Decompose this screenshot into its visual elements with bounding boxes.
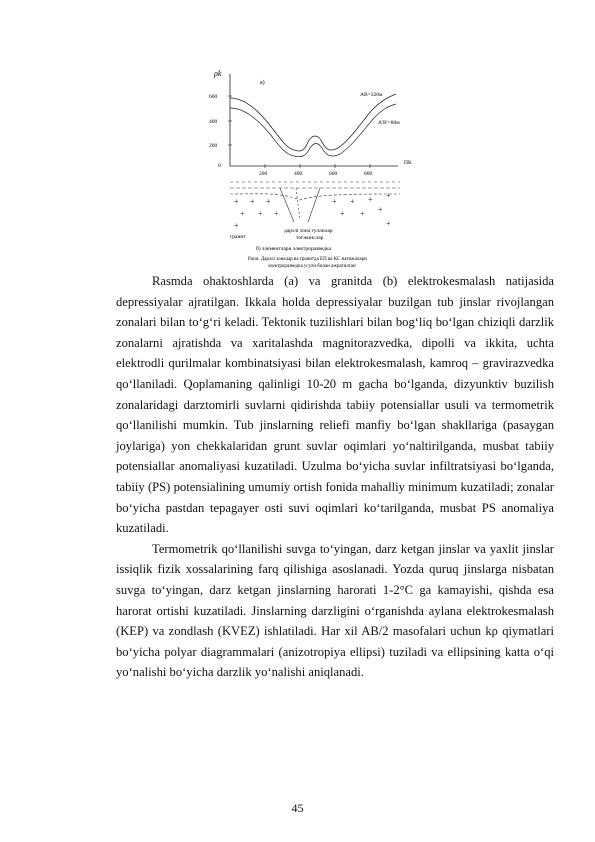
svg-text:+: + bbox=[240, 209, 245, 218]
svg-text:+: + bbox=[234, 197, 239, 206]
svg-text:+: + bbox=[386, 219, 391, 228]
svg-text:+: + bbox=[250, 197, 255, 206]
x-tick-800: 800 bbox=[364, 171, 373, 177]
svg-text:+: + bbox=[258, 209, 263, 218]
svg-text:+: + bbox=[386, 191, 391, 200]
paragraph-1-text: Rasmda ohaktoshlarda (a) va granitda (b) elektrokesmalash natijasida depressiyalar ajratilgan. Ikkala holda depressiyalar buzilgan tub jinslar rivojlangan zonalari bilan to‘g‘ri keladi. Tektonik tuzilishlari bilan bog‘liq bo‘lgan chiziqli darzlik zonalarni ajratishda va xaritalashda magnitorazvedka, dipolli va ikkita, uchta elektrodli qurilmalar kombinatsiyasi bilan elektrokesmalash, kamroq – gravirazvedka qo‘llaniladi. Qoplamaning qalinligi 10-20 m gacha bo‘lganda, dizyunktiv buzilish zonalaridagi darztomirli suvlarni qidirishda tabiiy potensiallar usuli va termometrik qo‘llanilishi mumkin. Tub jinslarning reliefi manfiy bo‘lgan shakllariga (pasaygan joylariga) yon chekkalaridan grunt suvlar oqimlari yo‘naltirilganda, musbat tabiiy potensiallar anomaliyasi kuzatiladi. Uzulma bo‘yicha suvlar infiltratsiyasi bo‘lganda, tabiiy (PS) potensialining umumiy ortish fonida mahalliy minimum kuzatiladi; zonalar bo‘yicha pastdan tepagayer osti suvi oqimlari ko‘tarilganda, musbat PS anomaliya kuzatiladi. bbox=[116, 274, 554, 536]
figure-resistivity-profile bbox=[200, 62, 420, 270]
figure-caption-line2: электроразведка усули билан ажратилган bbox=[268, 264, 356, 269]
svg-text:+: + bbox=[234, 221, 239, 230]
y-ticks bbox=[209, 94, 232, 169]
y-tick-200: 200 bbox=[209, 143, 218, 149]
y-tick-400: 400 bbox=[209, 119, 218, 125]
x-tick-600: 600 bbox=[329, 171, 338, 177]
figure-caption: Расм. Дарзлі зоналар ва гранитда ЕП ва КС натижалари bbox=[248, 257, 367, 262]
rock-label-granite: гранит bbox=[230, 234, 246, 240]
panel-a-label: a) bbox=[260, 80, 265, 86]
y-tick-600: 600 bbox=[209, 94, 218, 100]
curve-ab-320 bbox=[230, 94, 396, 151]
curve-ab-80 bbox=[230, 104, 396, 157]
svg-text:+: + bbox=[350, 197, 355, 206]
x-tick-200: 200 bbox=[259, 171, 268, 177]
paragraph-2-text: Termometrik qo‘llanilishi suvga to‘yingan, darz ketgan jinslar va yaxlit jinslar issiqlik fizik xossalarining farq qilishiga asoslanadi. Yozda quruq jinslarga nisbatan suvga to‘yingan, darz ketgan jinslarning harorati 1-2°C ga kamayishi, qishda esa harorat ortishi kuzatiladi. Jinslarning darzligini o‘rganishda aylana elektrokesmalash (KEP) va zondlash (KVEZ) ishlatiladi. Har xil AB/2 masofalari uchun kρ qiymatlari bo‘yicha polyar diagrammalari (anizotropiya ellipsi) tuziladi va ellipsining katta o‘qi yo‘nalishi bo‘yicha darzlik yo‘nalishi aniqlanadi. bbox=[116, 541, 554, 680]
svg-text:+: + bbox=[378, 205, 383, 214]
panel-b-caption: б) элементлари электроразведка bbox=[256, 246, 331, 252]
paragraph-2 bbox=[116, 539, 554, 683]
svg-text:+: + bbox=[368, 195, 373, 204]
paragraph-1 bbox=[116, 271, 554, 539]
page-number: 45 bbox=[291, 801, 304, 815]
rock-label-fractured-zone: дарзлі зона гуллилар bbox=[284, 228, 333, 234]
curve-label-ab-320: АВ=320м bbox=[360, 92, 383, 98]
rock-label-rocks: тоғжинслар bbox=[296, 235, 324, 241]
svg-text:+: + bbox=[360, 209, 365, 218]
svg-text:+: + bbox=[266, 197, 271, 206]
body-text bbox=[116, 271, 554, 683]
curve-label-ab-80: А'В'=80м bbox=[378, 120, 400, 126]
profile-chart bbox=[200, 62, 420, 270]
svg-text:+: + bbox=[332, 197, 337, 206]
x-tick-400: 400 bbox=[294, 171, 303, 177]
svg-text:+: + bbox=[340, 209, 345, 218]
svg-text:+: + bbox=[274, 209, 279, 218]
geologic-section bbox=[230, 182, 400, 222]
x-axis-label: ПК bbox=[404, 160, 412, 166]
rock-symbols bbox=[234, 191, 391, 230]
y-axis-label: ρk bbox=[214, 69, 222, 78]
y-tick-0: 0 bbox=[218, 163, 221, 169]
